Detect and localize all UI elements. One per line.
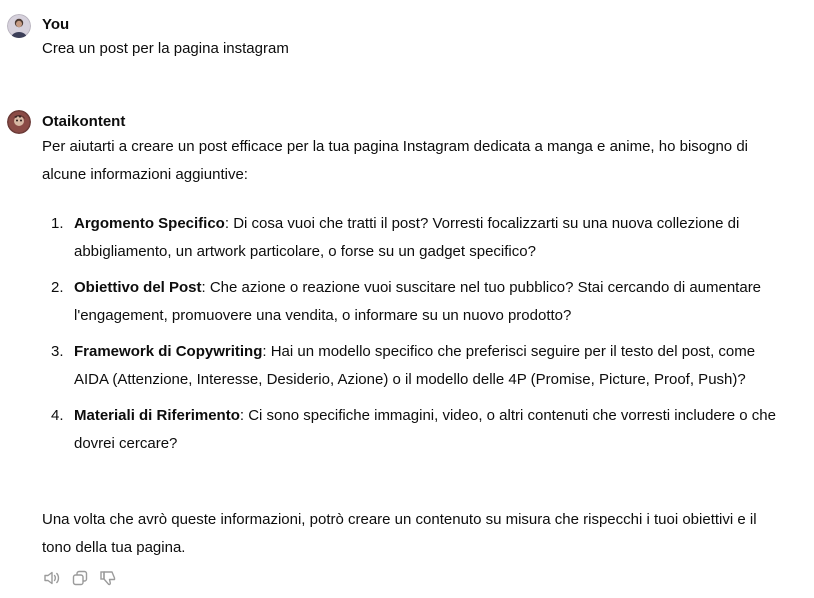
list-item: [42, 274, 782, 330]
copy-icon: [71, 569, 89, 587]
message-actions: [42, 568, 118, 588]
list-item: [42, 210, 782, 266]
list-item-title: Materiali di Riferimento: [74, 407, 240, 424]
copy-button[interactable]: [70, 568, 90, 588]
assistant-closing-text: Una volta che avrò queste informazioni, potrò creare un contenuto su misura che rispecchi i tuoi obiettivi e il tono della tua pagina.: [42, 511, 757, 556]
list-item: [42, 338, 782, 394]
list-item-number: 1.: [51, 215, 64, 232]
assistant-author-name: Otaikontent: [42, 113, 126, 130]
list-item-body: : Hai un modello specifico che preferisci seguire per il testo del post, come AIDA (Attenzione, Interesse, Desiderio, Azione) o il modello delle 4P (Promise, Picture, Proof, Push)?: [74, 343, 756, 388]
list-item-title: Obiettivo del Post: [74, 279, 202, 296]
user-author-name: You: [42, 16, 70, 33]
list-item-body: : Di cosa vuoi che tratti il post? Vorresti focalizzarti su una nuova collezione di abbigliamento, un artwork particolare, o forse su un gadget specifico?: [74, 215, 740, 260]
assistant-avatar: [7, 110, 31, 134]
read-aloud-button[interactable]: [42, 568, 62, 588]
speaker-icon: [43, 569, 61, 587]
user-message-text: Crea un post per la pagina instagram: [42, 40, 289, 57]
thumbs-down-icon: [99, 569, 117, 587]
list-item-title: Framework di Copywriting: [74, 343, 263, 360]
list-item-number: 4.: [51, 407, 64, 424]
thumbs-down-button[interactable]: [98, 568, 118, 588]
user-avatar-image: [7, 14, 31, 38]
list-item-number: 2.: [51, 279, 64, 296]
list-item-title: Argomento Specifico: [74, 215, 225, 232]
list-item-number: 3.: [51, 343, 64, 360]
assistant-intro-text: Per aiutarti a creare un post efficace per la tua pagina Instagram dedicata a manga e anime, ho bisogno di alcune informazioni aggiuntive:: [42, 138, 748, 183]
list-item-body: : Che azione o reazione vuoi suscitare nel tuo pubblico? Stai cercando di aumentare l'engagement, promuovere una vendita, o informare su un nuovo prodotto?: [74, 279, 762, 324]
list-item: [42, 402, 782, 458]
user-avatar: [7, 14, 31, 38]
assistant-avatar-image: [7, 110, 31, 134]
list-item-body: : Ci sono specifiche immagini, video, o altri contenuti che vorresti includere o che dovrei cercare?: [74, 407, 776, 452]
requirements-list: [42, 210, 782, 466]
